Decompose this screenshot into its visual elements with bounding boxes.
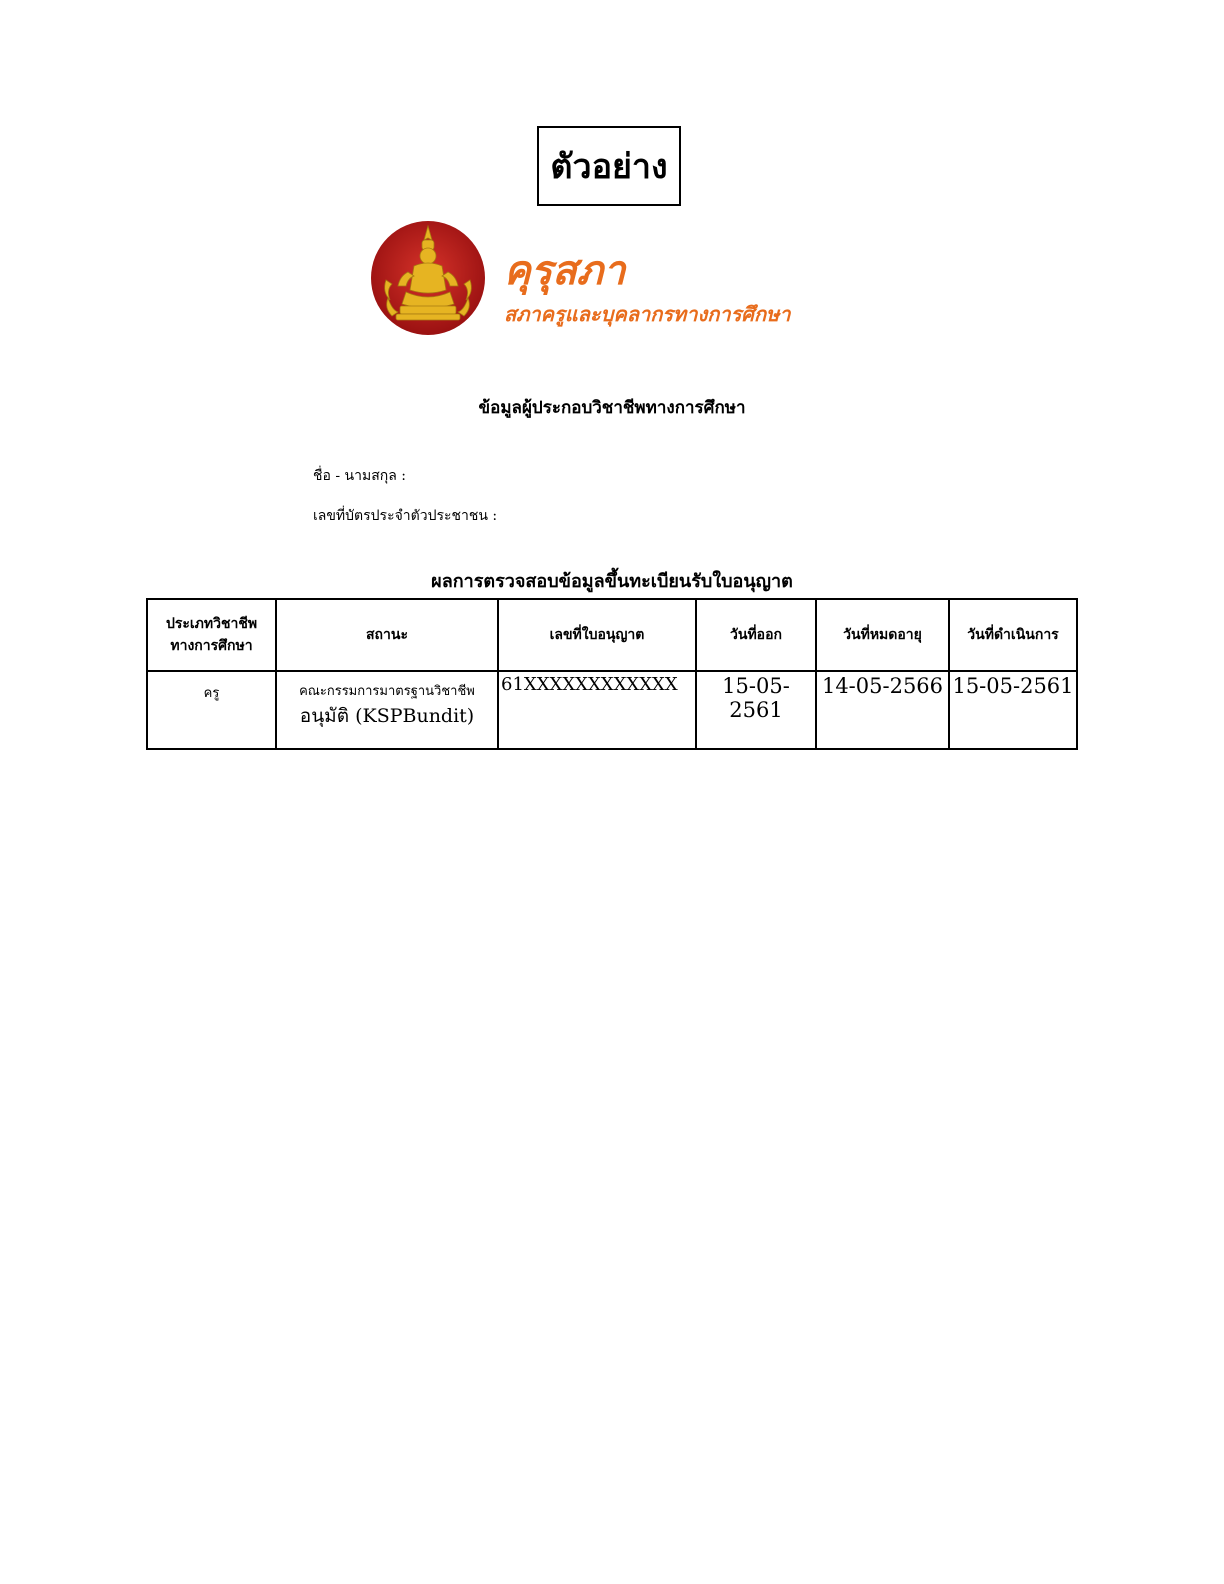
logo-brand-subtitle: สภาครูและบุคลากรทางการศึกษา <box>504 302 791 326</box>
header-issue-date: วันที่ออก <box>696 599 816 671</box>
header-expiry-date: วันที่หมดอายุ <box>816 599 949 671</box>
kurusapha-logo <box>370 220 860 340</box>
sample-watermark-box <box>537 126 681 206</box>
id-card-field-label: เลขที่บัตรประจำตัวประชาชน : <box>313 508 498 524</box>
header-profession-type: ประเภทวิชาชีพทางการศึกษา <box>147 599 276 671</box>
cell-issue-date: 15-05-2561 <box>696 671 816 749</box>
cell-profession-type: ครู <box>147 671 276 749</box>
license-results-table <box>146 598 1078 750</box>
cell-license-number: 61XXXXXXXXXXXX <box>498 671 696 749</box>
header-processed-date: วันที่ดำเนินการ <box>949 599 1077 671</box>
kurusapha-emblem-icon <box>370 220 486 336</box>
name-field-label: ชื่อ - นามสกุล : <box>313 468 406 484</box>
sample-watermark-label: ตัวอย่าง <box>550 147 668 187</box>
results-table-title: ผลการตรวจสอบข้อมูลขึ้นทะเบียนรับใบอนุญาต <box>431 571 793 592</box>
document-title: ข้อมูลผู้ประกอบวิชาชีพทางการศึกษา <box>478 398 746 418</box>
status-line-2: อนุมัติ (KSPBundit) <box>299 705 475 727</box>
cell-status <box>276 671 498 749</box>
header-status: สถานะ <box>276 599 498 671</box>
table-header-row <box>147 599 1077 671</box>
status-line-1: คณะกรรมการมาตรฐานวิชาชีพ <box>299 684 475 699</box>
logo-brand-name: คุรุสภา <box>504 248 626 294</box>
table-row <box>147 671 1077 749</box>
cell-expiry-date: 14-05-2566 <box>816 671 949 749</box>
cell-processed-date: 15-05-2561 <box>949 671 1077 749</box>
header-license-number: เลขที่ใบอนุญาต <box>498 599 696 671</box>
